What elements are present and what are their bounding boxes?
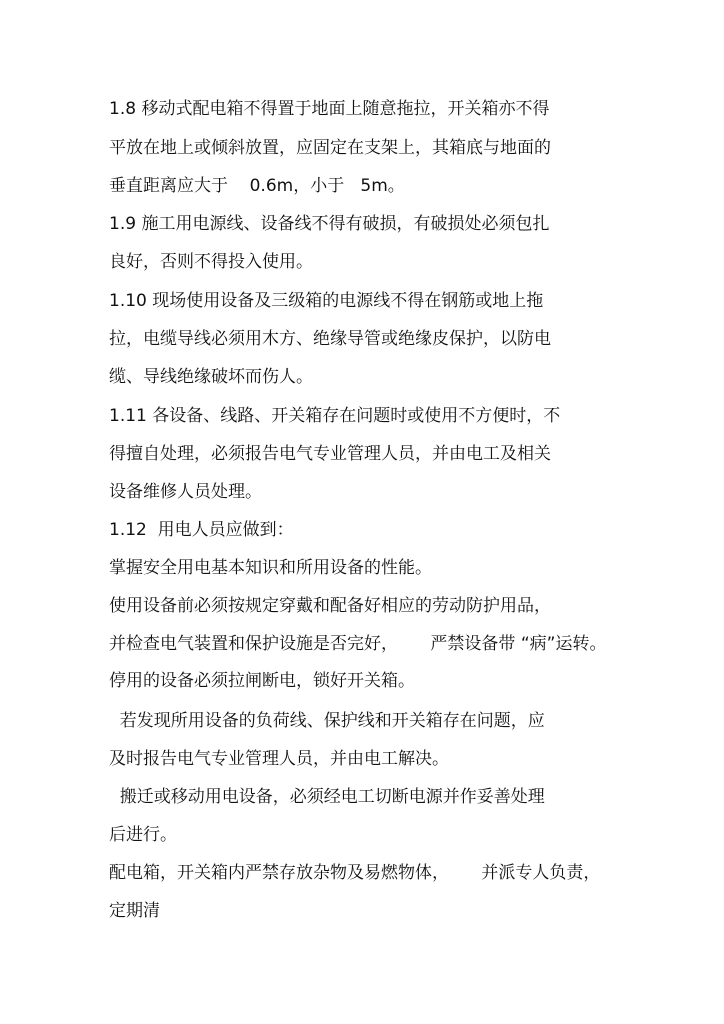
text-line-1-10-b: 拉，电缆导线必须用木方、绝缘导管或绝缘皮保护，以防电 [109,329,551,349]
text-line-problem-a: 若发现所用设备的负荷线、保护线和开关箱存在问题，应 [109,711,545,731]
text-line-box-a: 配电箱，开关箱内严禁存放杂物及易燃物体， 并派专人负责， [109,863,601,883]
text-line-problem-b: 及时报告电气专业管理人员，并由电工解决。 [109,749,449,769]
text-line-1-11-c: 设备维修人员处理。 [109,482,262,502]
text-line-1-12-heading: 1.12 用电人员应做到： [109,520,294,540]
text-line-1-11-b: 得擅自处理，必须报告电气专业管理人员，并由电工及相关 [109,444,551,464]
text-line-1-8-c: 垂直距离应大于 0.6m，小于 5m。 [109,176,405,196]
text-line-1-10-a: 1.10 现场使用设备及三级箱的电源线不得在钢筋或地上拖 [109,291,544,311]
text-line-knowledge: 掌握安全用电基本知识和所用设备的性能。 [109,558,432,578]
text-line-relocate-b: 后进行。 [109,825,177,845]
text-line-1-10-c: 缆、导线绝缘破坏而伤人。 [109,367,313,387]
text-line-1-9-b: 良好，否则不得投入使用。 [109,252,313,272]
text-line-box-b: 定期清 [109,901,160,921]
text-line-1-8-b: 平放在地上或倾斜放置，应固定在支架上，其箱底与地面的 [109,138,551,158]
text-line-1-9-a: 1.9 施工用电源线、设备线不得有破损，有破损处必须包扎 [109,214,550,234]
text-line-1-11-a: 1.11 各设备、线路、开关箱存在问题时或使用不方便时，不 [109,406,561,426]
text-line-relocate-a: 搬迁或移动用电设备，必须经电工切断电源并作妥善处理 [109,787,545,807]
text-line-power-off: 停用的设备必须拉闸断电，锁好开关箱。 [109,671,415,691]
text-line-protection-b: 并检查电气装置和保护设施是否完好， 严禁设备带 “病”运转。 [109,634,607,654]
text-line-1-8-a: 1.8 移动式配电箱不得置于地面上随意拖拉，开关箱亦不得 [109,99,550,119]
text-line-protection-a: 使用设备前必须按规定穿戴和配备好相应的劳动防护用品， [109,596,551,616]
